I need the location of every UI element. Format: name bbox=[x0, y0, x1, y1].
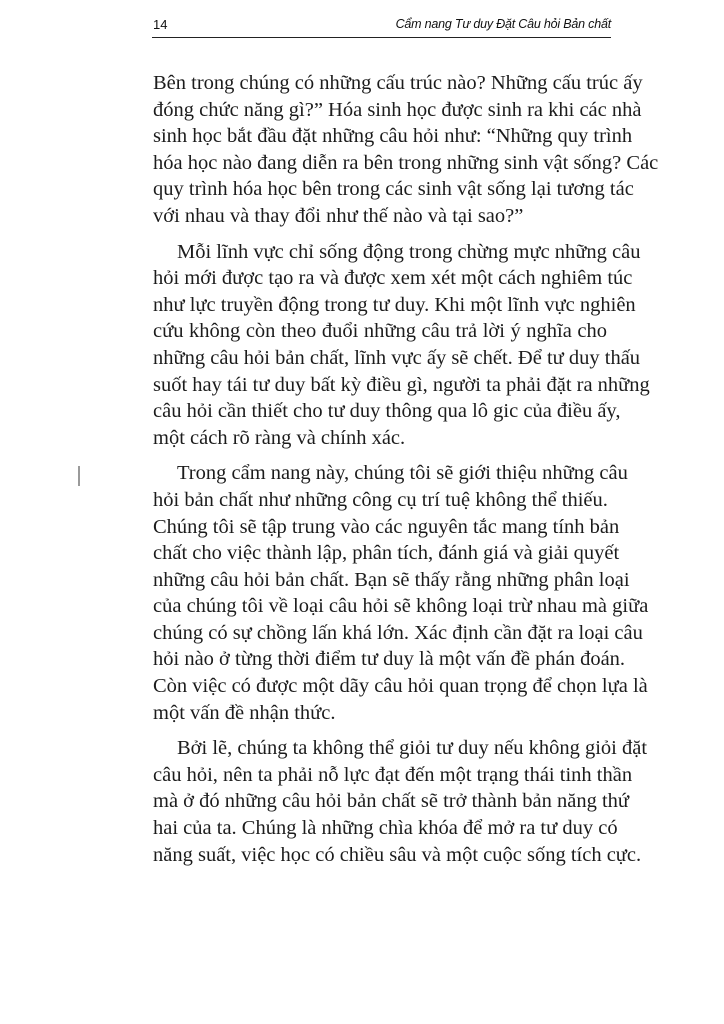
text-line: hỏi mới được tạo ra và được xem xét một cách nghiêm túc bbox=[153, 267, 633, 290]
text-line: với nhau và thay đổi như thế nào và tại sao?” bbox=[153, 204, 524, 227]
text-line: của chúng tôi về loại câu hỏi sẽ không loại trừ nhau mà giữa bbox=[153, 595, 649, 618]
text-line: cứu không còn theo đuổi những câu trả lời ý nghĩa cho bbox=[153, 320, 607, 343]
text-line: hỏi nào ở từng thời điểm tư duy là một vấn đề phán đoán. bbox=[153, 648, 626, 671]
body-text bbox=[153, 70, 659, 877]
paragraph bbox=[153, 735, 648, 868]
running-header bbox=[152, 17, 611, 38]
text-line: hai của ta. Chúng là những chìa khóa để mở ra tư duy có bbox=[153, 817, 618, 840]
text-line: câu hỏi, nên ta phải nỗ lực đạt đến một trạng thái tinh thần bbox=[153, 763, 633, 786]
text-line: suốt hay tái tư duy bất kỳ điều gì, người ta phải đặt ra những bbox=[153, 373, 650, 396]
text-line: sinh học bắt đầu đặt những câu hỏi như: “Những quy trình bbox=[153, 125, 633, 148]
text-line: những câu hỏi bản chất. Bạn sẽ thấy rằng những phân loại bbox=[153, 568, 630, 591]
text-line: quy trình hóa học bên trong các sinh vật sống lại tương tác bbox=[153, 178, 634, 201]
text-line: năng suất, việc học có chiều sâu và một cuộc sống tích cực. bbox=[153, 843, 642, 866]
text-line: như lực truyền động trong tư duy. Khi một lĩnh vực nghiên bbox=[153, 293, 636, 316]
text-line: hỏi bản chất như những công cụ trí tuệ không thể thiếu. bbox=[153, 488, 608, 511]
text-line: Bên trong chúng có những cấu trúc nào? Những cấu trúc ấy bbox=[153, 72, 643, 94]
running-title: Cẩm nang Tư duy Đặt Câu hỏi Bản chất bbox=[395, 17, 611, 31]
text-line: đóng chức năng gì?” Hóa sinh học được sinh ra khi các nhà bbox=[153, 98, 642, 121]
scan-margin-mark bbox=[78, 466, 80, 486]
text-line: chúng có sự chồng lấn khá lớn. Xác định cần đặt ra loại câu bbox=[153, 621, 643, 644]
text-line: hóa học nào đang diễn ra bên trong những sinh vật sống? Các bbox=[153, 151, 659, 174]
text-line: Bởi lẽ, chúng ta không thể giỏi tư duy nếu không giỏi đặt bbox=[177, 737, 648, 760]
text-line: mà ở đó những câu hỏi bản chất sẽ trở thành bản năng thứ bbox=[153, 790, 629, 813]
paragraph bbox=[153, 460, 649, 726]
text-line: Mỗi lĩnh vực chỉ sống động trong chừng mực những câu bbox=[177, 240, 641, 263]
text-line: câu hỏi cần thiết cho tư duy thông qua lô gic của điều ấy, bbox=[153, 400, 621, 423]
page-number: 14 bbox=[153, 17, 168, 32]
text-line: một vấn đề nhận thức. bbox=[153, 701, 336, 724]
paragraph bbox=[153, 70, 659, 230]
text-line: Chúng tôi sẽ tập trung vào các nguyên tắc mang tính bản bbox=[153, 515, 620, 538]
text-line: Còn việc có được một dãy câu hỏi quan trọng để chọn lựa là bbox=[153, 675, 648, 698]
text-line: chất cho việc thành lập, phân tích, đánh giá và giải quyết bbox=[153, 542, 620, 565]
text-line: Trong cẩm nang này, chúng tôi sẽ giới thiệu những câu bbox=[177, 462, 628, 485]
text-line: một cách rõ ràng và chính xác. bbox=[153, 426, 406, 449]
text-line: những câu hỏi bản chất, lĩnh vực ấy sẽ chết. Để tư duy thấu bbox=[153, 346, 641, 369]
paragraph bbox=[153, 239, 650, 452]
